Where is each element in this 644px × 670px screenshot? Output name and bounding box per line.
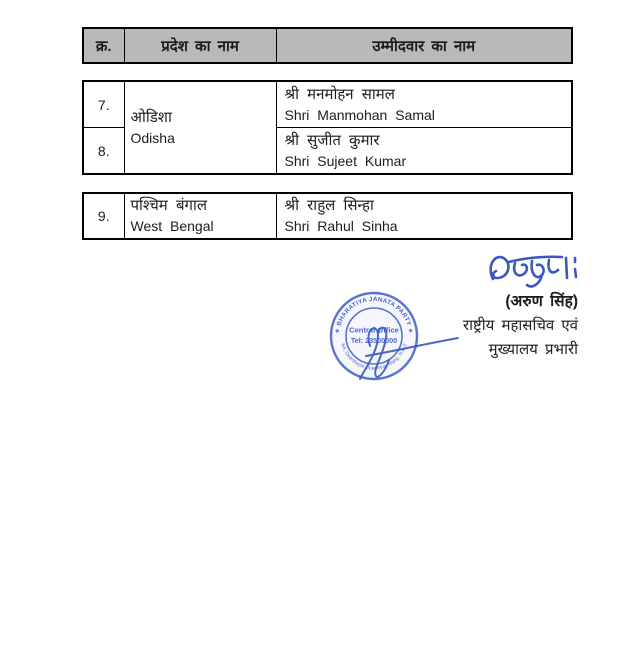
candidate-cell bbox=[276, 81, 572, 128]
signature-ink-icon bbox=[482, 247, 594, 297]
odisha-group-table bbox=[82, 80, 573, 175]
serial-cell: 8. bbox=[83, 128, 124, 175]
state-cell bbox=[124, 193, 276, 239]
signatory-title-line2: मुख्यालय प्रभारी bbox=[488, 341, 578, 358]
header-cell-serial: क्र. bbox=[83, 28, 124, 63]
state-cell bbox=[124, 81, 276, 174]
state-name-english: Odisha bbox=[130, 129, 175, 146]
candidate-name-hindi: श्री राहुल सिन्हा bbox=[284, 197, 374, 214]
candidate-name-english: Shri Manmohan Samal bbox=[284, 106, 435, 123]
stamp-center-line2: Tel: 23500000 bbox=[350, 336, 398, 345]
stamp-ring-text-bottom: 6A, Deendayal Upadhyay Marg, N.D-2 bbox=[339, 343, 409, 372]
stamp-center-line1: Central Office bbox=[349, 325, 399, 335]
header-cell-state: प्रदेश का नाम bbox=[124, 28, 276, 63]
state-name-hindi: ओडिशा bbox=[130, 108, 172, 126]
candidate-cell bbox=[276, 193, 572, 239]
state-name-hindi: पश्चिम बंगाल bbox=[130, 197, 208, 214]
table-row bbox=[83, 193, 572, 239]
west-bengal-group-table bbox=[82, 192, 573, 240]
serial-cell: 9. bbox=[83, 193, 124, 239]
signatory-block bbox=[463, 293, 578, 365]
state-name-english: West Bengal bbox=[130, 218, 214, 234]
candidate-name-english: Shri Sujeet Kumar bbox=[284, 152, 407, 169]
header-row bbox=[83, 28, 572, 63]
table-row bbox=[83, 81, 572, 128]
serial-cell: 7. bbox=[83, 81, 124, 128]
candidate-name-hindi: श्री सुजीत कुमार bbox=[284, 131, 380, 149]
candidate-cell bbox=[276, 128, 572, 175]
candidate-name-english: Shri Rahul Sinha bbox=[284, 218, 398, 234]
signatory-title-line1: राष्ट्रीय महासचिव एवं bbox=[462, 317, 578, 334]
header-cell-candidate: उम्मीदवार का नाम bbox=[276, 28, 572, 63]
signatory-name: (अरुण सिंह) bbox=[505, 293, 578, 310]
candidate-name-hindi: श्री मनमोहन सामल bbox=[284, 85, 395, 103]
state-candidate-header-table bbox=[82, 27, 573, 64]
stamp-ring-text-top: ★ BHARATIYA JANATA PARTY ★ bbox=[333, 295, 415, 335]
bjp-round-stamp-icon bbox=[318, 282, 468, 387]
